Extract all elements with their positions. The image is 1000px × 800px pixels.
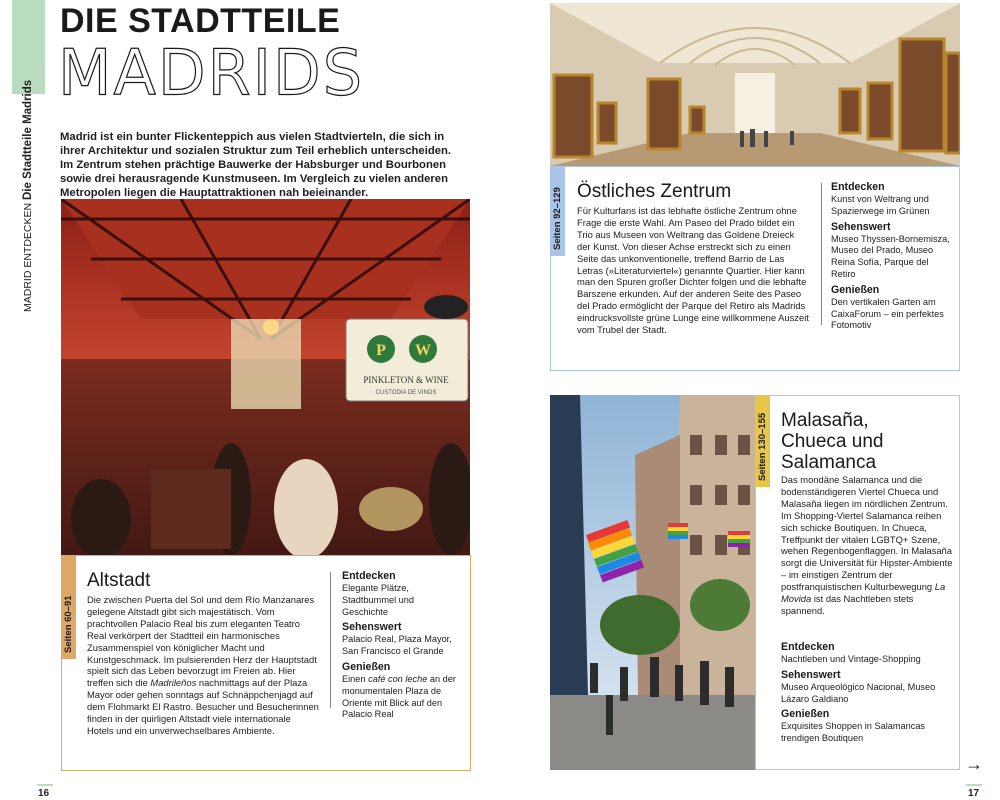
malasana-title-line3: Salamanca bbox=[781, 452, 877, 473]
street-photo bbox=[550, 395, 755, 770]
malasana-page-tab bbox=[755, 395, 770, 487]
next-page-arrow-icon[interactable]: → bbox=[965, 754, 983, 774]
altstadt-body bbox=[87, 594, 319, 737]
malasana-title bbox=[781, 410, 953, 473]
malasana-geniessen-text: Exquisites Shoppen in Salamancas trendigen Boutiquen bbox=[781, 721, 926, 744]
malasana-body-italic: La Movida bbox=[781, 581, 946, 605]
altstadt-geniessen-italic: café con leche bbox=[368, 673, 428, 684]
page-number-bar-left bbox=[37, 784, 53, 786]
oestliches-page-tab-label: Seiten 92–129 bbox=[552, 187, 563, 250]
gallery-photo bbox=[550, 3, 960, 166]
altstadt-title: Altstadt bbox=[87, 570, 151, 591]
running-head-label: MADRID ENTDECKEN bbox=[22, 202, 34, 312]
sign-logo-w: W bbox=[415, 342, 431, 359]
altstadt-page-tab-label: Seiten 60–91 bbox=[63, 595, 74, 653]
oestliches-entdecken-text: Kunst von Weltrang und Spazierwege im Grünen bbox=[831, 194, 930, 216]
oestliches-body: Für Kulturfans ist das lebhafte östliche Zentrum ohne Frage die erste Wahl. Am Paseo del Prado bildet ein Trio aus Museen von Weltrang das Goldene Dreieck der Kunst. Von dieser Achse erstreckt sich zu einen Seite das unkonventionelle, treffend Barrio de Las Letras (»Literaturviertel«) genannte Quartier. Hier kann man den Spuren großer Dichter folgen und die lebhafte Barszene erkunden. Auf der anderen Seite des Paseo del Prado ermöglicht der Parque del Retiro als Madrids eindrucksvollste grüne Lunge eine willkommene Auszeit vom Trubel der Stadt. bbox=[577, 205, 809, 336]
altstadt-geniessen-part3: an der monumentalen Plaza de Oriente mit Blick auf den Palacio Real bbox=[342, 673, 456, 720]
altstadt-sehenswert-heading: Sehenswert bbox=[342, 621, 402, 634]
malasana-title-line1: Malasaña, bbox=[781, 410, 869, 431]
altstadt-entdecken-text: Elegante Plätze, Stadtbummel und Geschichte bbox=[342, 583, 415, 617]
altstadt-body-part1: Die zwischen Puerta del Sol und dem Río Manzanares gelegene Altstadt gibt sich majestätisch. Vom prachtvollen Palacio Real bis zum eleganten Teatro Real verkörpert der Stadtteil ein harmonisches Zusammenspiel von königlicher Macht und Kunstgeschmack. Im pulsierenden Herz der Hauptstadt spielt sich das Leben bevorzugt im Freien ab. Hier treffen sich die bbox=[87, 594, 317, 689]
malasana-body-part3: ist das Nachtleben stets spannend. bbox=[781, 593, 914, 616]
oestliches-title: Östliches Zentrum bbox=[577, 181, 732, 202]
altstadt-geniessen-heading: Genießen bbox=[342, 660, 391, 673]
oestliches-entdecken-heading: Entdecken bbox=[831, 181, 885, 193]
altstadt-geniessen-text bbox=[342, 674, 460, 721]
altstadt-sidebar bbox=[342, 570, 460, 724]
oestliches-sehenswert-heading: Sehenswert bbox=[831, 220, 891, 233]
malasana-body-part1: Das mondäne Salamanca und die bodenständigeren Viertel Chueca und Malasaña liegen im nördlichen Zentrum. Im Shopping-Viertel Salamanca reihen sich schicke Boutiquen. In Chueca, Treffpunkt der vitalen LGBTQ+ Szene, wehen Regenbogenflaggen. In Malasaña sorgt die Universität für Hipster-Ambiente – im einstigen Zentrum der postfranquistischen Kulturbewegung bbox=[781, 474, 953, 593]
market-photo bbox=[61, 199, 470, 555]
sign-logo-p: P bbox=[376, 342, 386, 359]
oestliches-divider bbox=[821, 183, 822, 325]
malasana-geniessen-heading: Genießen bbox=[781, 708, 830, 721]
oestliches-sehenswert-text: Museo Thyssen-Bornemisza, Museo del Prado, Museo Reina Sofía, Parque del Retiro bbox=[831, 233, 950, 279]
malasana-entdecken-heading: Entdecken bbox=[781, 641, 835, 653]
altstadt-body-italic: Madrileños bbox=[150, 677, 197, 689]
running-head bbox=[17, 52, 39, 312]
page-title-line2: MADRIDS bbox=[58, 35, 365, 110]
intro-text: Madrid ist ein bunter Flickenteppich aus vielen Stadtvierteln, die sich in ihrer Architektur und sozialen Struktur zum Teil erheblich unterscheiden. Im Zentrum stehen prächtige Bauwerke der Habsburger und Bourbonen sowie drei herausragende Kunstmuseen. Im Vergleich zu vielen anderen Metropolen liegen die Hauptattraktionen nah beieinander. bbox=[60, 131, 452, 199]
oestliches-geniessen-heading: Genießen bbox=[831, 283, 880, 296]
sign-name: PINKLETON & WINE bbox=[363, 375, 449, 385]
oestliches-page-tab bbox=[550, 166, 565, 256]
malasana-sehenswert-heading: Sehenswert bbox=[781, 668, 841, 681]
page-number-bar-right bbox=[966, 784, 982, 786]
oestliches-sidebar bbox=[831, 181, 953, 335]
page-title-line1: DIE STADTTEILE bbox=[60, 2, 341, 40]
malasana-sehenswert-text: Museo Arqueológico Nacional, Museo Lázaro Galdiano bbox=[781, 681, 936, 704]
altstadt-page-tab bbox=[61, 555, 76, 659]
altstadt-entdecken-heading: Entdecken bbox=[342, 570, 396, 582]
page-number-right: 17 bbox=[968, 788, 980, 799]
altstadt-sehenswert-text: Palacio Real, Plaza Mayor, San Francisco el Grande bbox=[342, 634, 452, 657]
altstadt-geniessen-part1: Einen bbox=[342, 673, 369, 684]
altstadt-body-part3: nachmittags auf der Plaza Mayor oder gehen sonntags auf Schnäppchenjagd auf dem Flohmarkt El Rastro. Besucher und Besucherinnen finden in der quirligen Altstadt viele internationale Hotels und ein unverwechselbares Ambiente. bbox=[87, 677, 319, 736]
malasana-page-tab-label: Seiten 130–155 bbox=[757, 412, 768, 481]
page-number-left: 16 bbox=[38, 788, 50, 799]
running-head-title: Die Stadtteile Madrids bbox=[22, 79, 34, 200]
oestliches-geniessen-text: Den vertikalen Garten am CaixaForum – ein perfektes Fotomotiv bbox=[831, 296, 944, 331]
malasana-body bbox=[781, 474, 953, 617]
malasana-title-line2: Chueca und bbox=[781, 431, 884, 452]
malasana-sidebar bbox=[781, 641, 953, 748]
altstadt-divider bbox=[330, 572, 331, 708]
sign-sub: CUSTODIA DE VINOS bbox=[375, 390, 437, 396]
malasana-entdecken-text: Nachtleben und Vintage-Shopping bbox=[781, 654, 921, 664]
